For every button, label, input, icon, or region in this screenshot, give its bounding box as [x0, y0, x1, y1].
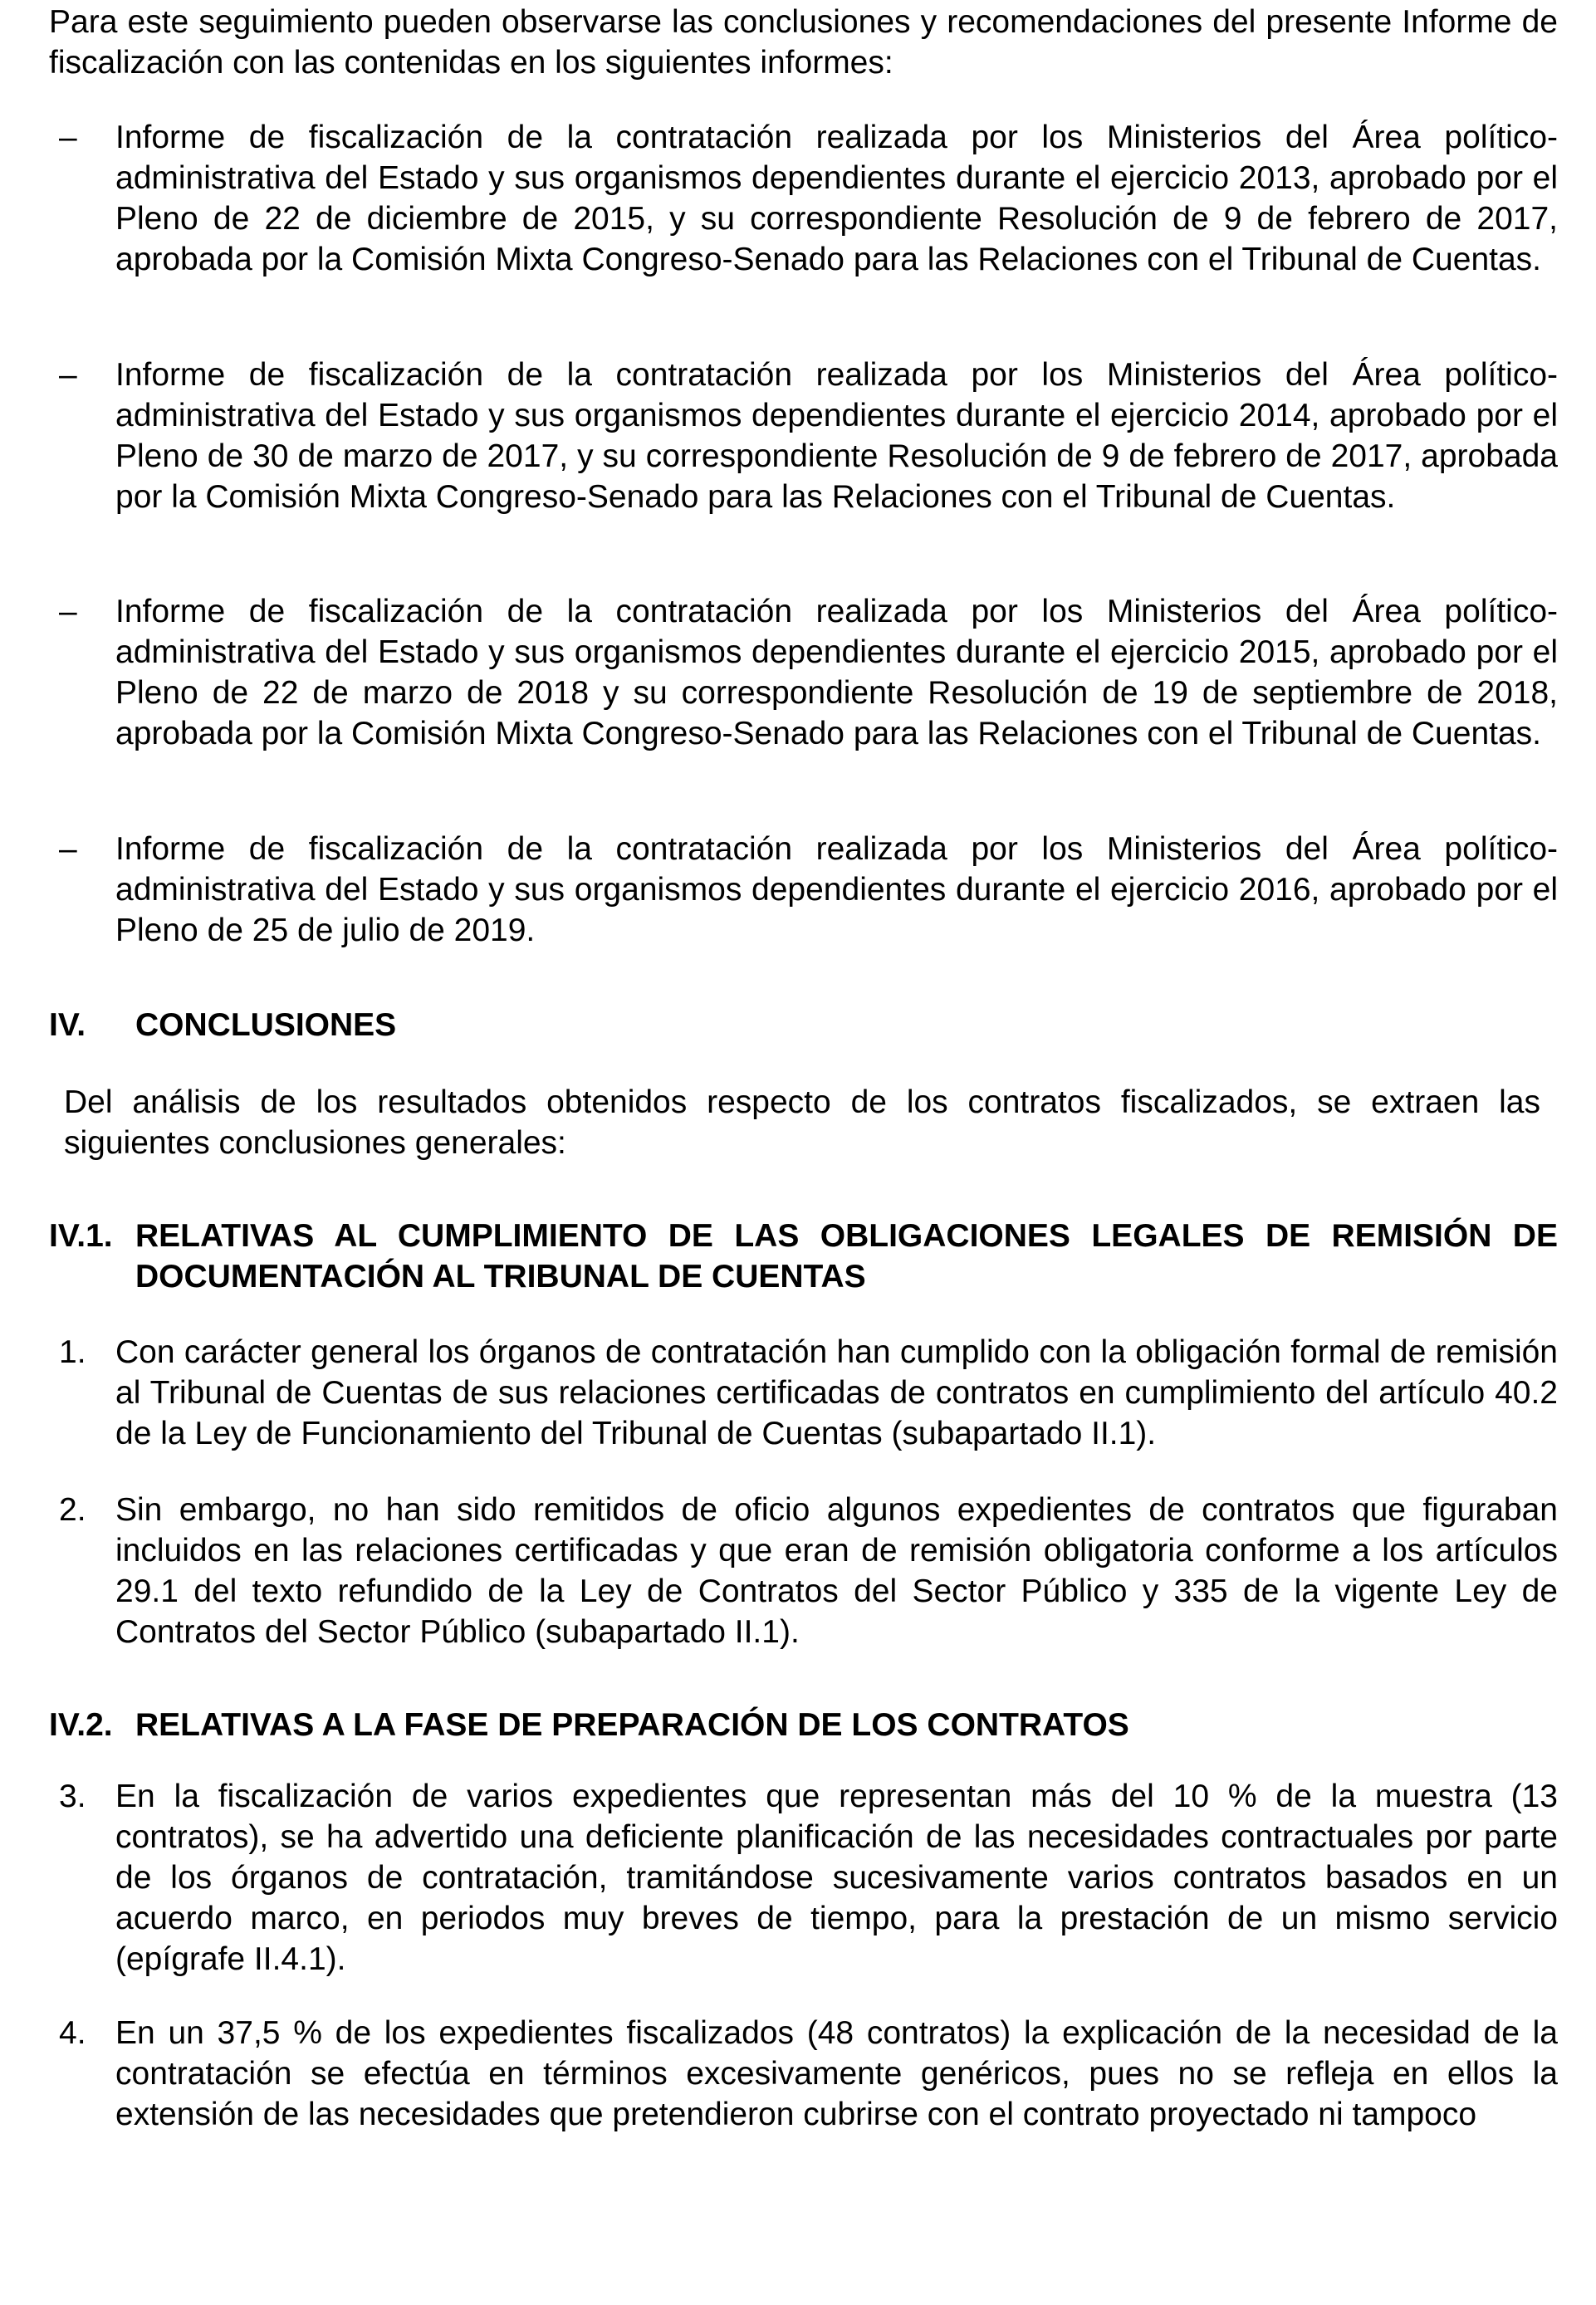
- report-text: Informe de fiscalización de la contratación realizada por los Ministerios del Área político-administrativa del Estado y sus organismos dependientes durante el ejercicio 2013, aprobado por el Pleno de 22 de diciembre de 2015, y su correspondiente Resolución de 9 de febrero de 2017, aprobada por la Comisión Mixta Congreso-Senado para las Relaciones con el Tribunal de Cuentas.: [115, 120, 1558, 277]
- item-text: En la fiscalización de varios expedientes que representan más del 10 % de la muestra (13 contratos), se ha advertido una deficiente planificación de las necesidades contractuales por parte de los órganos de contratación, tramitándose sucesivamente varios contratos basados en un acuerdo marco, en periodos muy breves de tiempo, para la prestación de un mismo servicio (epígrafe II.4.1).: [115, 1779, 1558, 1977]
- list-item: [49, 355, 1558, 517]
- item-text: En un 37,5 % de los expedientes fiscalizados (48 contratos) la explicación de la necesidad de la contratación se efectúa en términos excesivamente genéricos, pues no se refleja en ellos la extensión de las necesidades que pretendieron cubrirse con el contrato proyectado ni tampoco: [115, 2015, 1558, 2132]
- item-text: Sin embargo, no han sido remitidos de oficio algunos expedientes de contratos que figuraban incluidos en las relaciones certificadas y que eran de remisión obligatoria conforme a los artículos 29.1 del texto refundido de la Ley de Contratos del Sector Público y 335 de la vigente Ley de Contratos del Sector Público (subapartado II.1).: [115, 1492, 1558, 1650]
- numbered-item: [49, 1776, 1558, 1980]
- item-text: Con carácter general los órganos de contratación han cumplido con la obligación formal de remisión al Tribunal de Cuentas de sus relaciones certificadas de contratos en cumplimiento del artículo 40.2 de la Ley de Funcionamiento del Tribunal de Cuentas (subapartado II.1).: [115, 1334, 1558, 1451]
- section-heading-iv: [49, 1005, 1558, 1045]
- list-item: [49, 829, 1558, 951]
- section-title: RELATIVAS A LA FASE DE PREPARACIÓN DE LOS CONTRATOS: [135, 1707, 1129, 1743]
- section-heading-iv2: [49, 1705, 1558, 1745]
- section-number: IV.2.: [49, 1707, 113, 1743]
- numbered-item: [49, 1332, 1558, 1454]
- section-heading-iv1: [49, 1216, 1558, 1297]
- numbered-item: [49, 2013, 1558, 2135]
- report-text: Informe de fiscalización de la contratación realizada por los Ministerios del Área político-administrativa del Estado y sus organismos dependientes durante el ejercicio 2015, aprobado por el Pleno de 22 de marzo de 2018 y su correspondiente Resolución de 19 de septiembre de 2018, aprobada por la Comisión Mixta Congreso-Senado para las Relaciones con el Tribunal de Cuentas.: [115, 594, 1558, 751]
- dash-bullet: –: [59, 120, 77, 155]
- item-number: 3.: [59, 1779, 86, 1814]
- item-number: 1.: [59, 1334, 86, 1370]
- dash-bullet: –: [59, 831, 77, 867]
- section-title: RELATIVAS AL CUMPLIMIENTO DE LAS OBLIGACIONES LEGALES DE REMISIÓN DE DOCUMENTACIÓN AL TRIBUNAL DE CUENTAS: [135, 1218, 1558, 1294]
- section-intro-paragraph: Del análisis de los resultados obtenidos respecto de los contratos fiscalizados, se extraen las siguientes conclusiones generales:: [64, 1084, 1540, 1161]
- dash-bullet: –: [59, 357, 77, 393]
- report-text: Informe de fiscalización de la contratación realizada por los Ministerios del Área político-administrativa del Estado y sus organismos dependientes durante el ejercicio 2014, aprobado por el Pleno de 30 de marzo de 2017, y su correspondiente Resolución de 9 de febrero de 2017, aprobada por la Comisión Mixta Congreso-Senado para las Relaciones con el Tribunal de Cuentas.: [115, 357, 1558, 515]
- list-item: [49, 591, 1558, 754]
- item-number: 4.: [59, 2015, 86, 2051]
- section-title: CONCLUSIONES: [135, 1007, 397, 1043]
- intro-paragraph: Para este seguimiento pueden observarse las conclusiones y recomendaciones del presente Informe de fiscalización con las contenidas en los siguientes informes:: [49, 4, 1558, 81]
- dash-bullet: –: [59, 594, 77, 629]
- section-number: IV.1.: [49, 1218, 113, 1254]
- list-item: [49, 117, 1558, 280]
- numbered-item: [49, 1490, 1558, 1652]
- item-number: 2.: [59, 1492, 86, 1528]
- section-number: IV.: [49, 1007, 86, 1043]
- report-text: Informe de fiscalización de la contratación realizada por los Ministerios del Área político-administrativa del Estado y sus organismos dependientes durante el ejercicio 2016, aprobado por el Pleno de 25 de julio de 2019.: [115, 831, 1558, 948]
